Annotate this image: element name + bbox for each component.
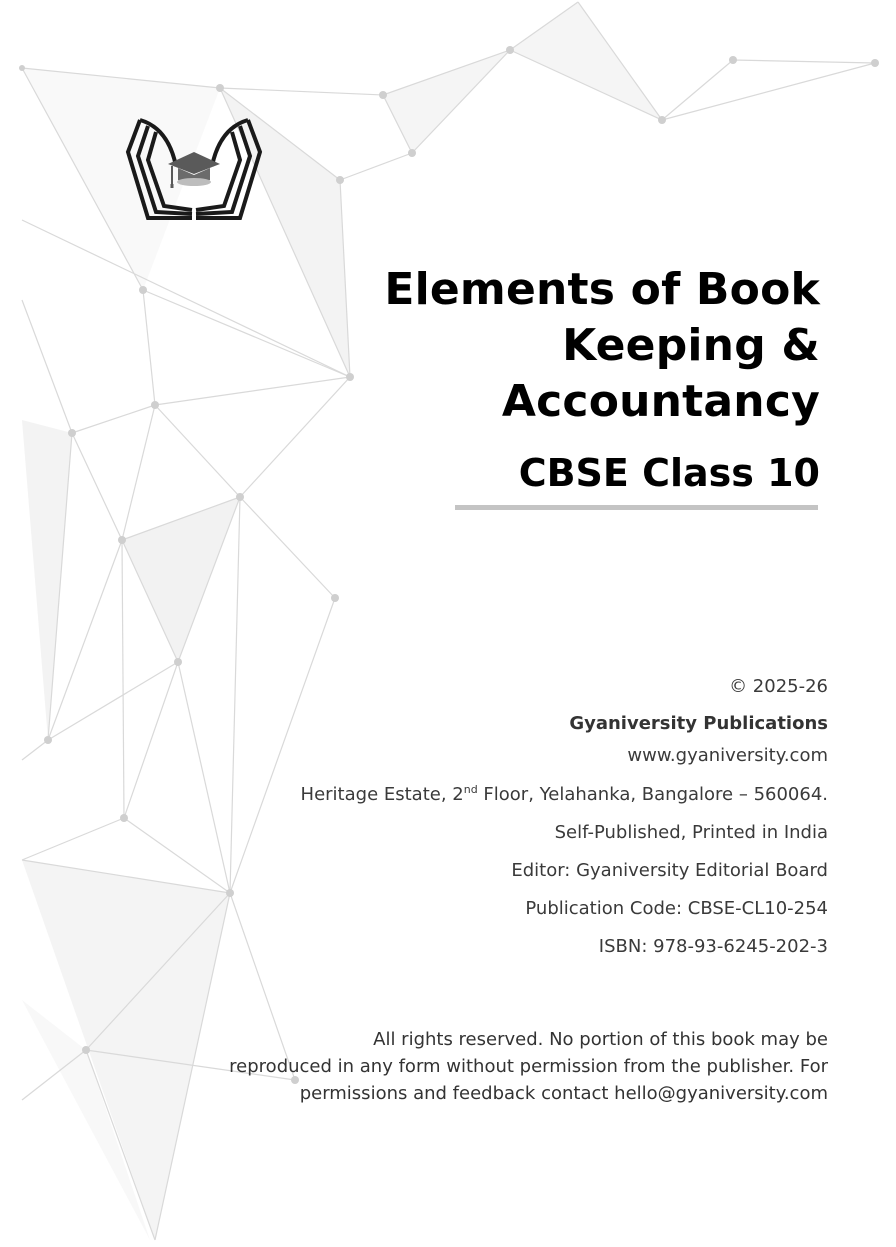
publisher-address xyxy=(188,783,828,805)
title-divider xyxy=(455,505,818,510)
open-book-graduation-cap-icon xyxy=(118,114,270,226)
rights-line-3: permissions and feedback contact hello@gyaniversity.com xyxy=(299,1083,828,1104)
rights-statement xyxy=(128,1026,828,1107)
publisher-website: www.gyaniversity.com xyxy=(627,745,828,766)
publication-info xyxy=(188,676,828,957)
publication-code-line: Publication Code: CBSE-CL10-254 xyxy=(525,898,828,919)
book-title-line-2: Keeping & xyxy=(562,320,820,371)
address-part-1: Heritage Estate, 2 xyxy=(300,784,464,805)
book-title-line-3: Accountancy xyxy=(501,376,820,427)
isbn-line: ISBN: 978-93-6245-202-3 xyxy=(598,936,828,957)
book-title xyxy=(260,262,820,430)
editor-line: Editor: Gyaniversity Editorial Board xyxy=(511,860,828,881)
book-title-line-1: Elements of Book xyxy=(384,264,820,315)
rights-line-2: reproduced in any form without permission from the publisher. For xyxy=(229,1056,828,1077)
copyright-line: © 2025-26 xyxy=(729,676,828,697)
self-published-line: Self-Published, Printed in India xyxy=(554,822,828,843)
publisher-name: Gyaniversity Publications xyxy=(569,713,828,734)
address-part-2: Floor, Yelahanka, Bangalore – 560064. xyxy=(477,784,828,805)
address-superscript: nd xyxy=(463,783,478,796)
rights-line-1: All rights reserved. No portion of this book may be xyxy=(373,1029,828,1050)
title-block xyxy=(260,262,820,496)
book-subtitle: CBSE Class 10 xyxy=(518,451,820,495)
